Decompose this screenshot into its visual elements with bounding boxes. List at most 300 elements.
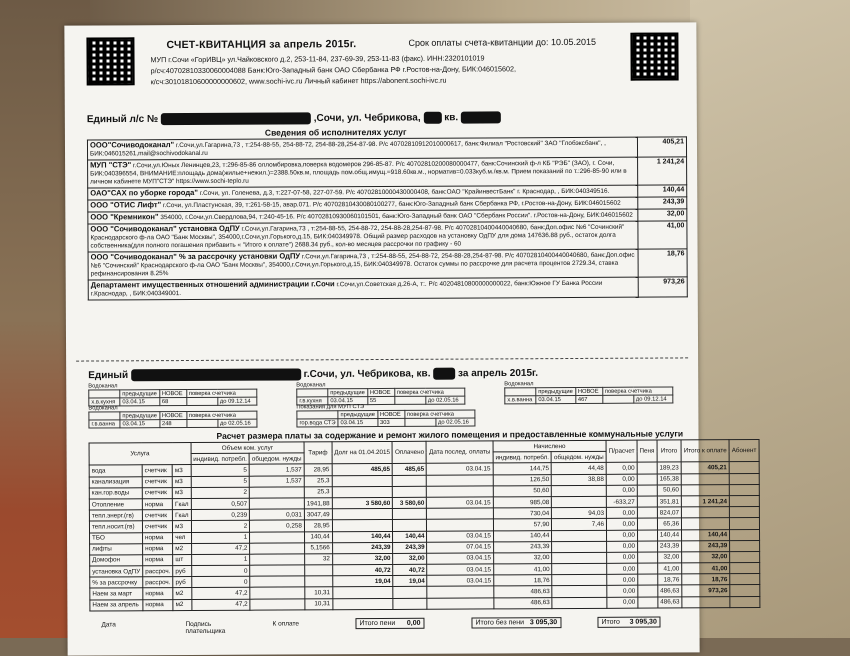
meter-header (297, 411, 338, 419)
calc-cell (305, 565, 333, 576)
meter-cell: г.в.ванна (89, 420, 120, 428)
calc-cell (638, 552, 658, 563)
col-to-pay: Итого к оплате (681, 440, 729, 463)
calc-cell (637, 485, 657, 496)
meter-cell: г.в.кухня (297, 397, 328, 405)
provider-details: г.Сочи,ул.Гагарина,73 , т:254-88-55, 254-88-72, 254-88-28,254-87-98. Р/с 40702810400440040680, банк:Доп.офис №6 "Сочинский" Краснодарского ф-ла ОАО "Банк Москвы", 354000,г.Сочи,ул.Горького,д.15, БИК:040349978. Остаток суммы по рассрочке для расчета процентов 2729.34, ставка рефинансирования 8.25% (90, 251, 635, 278)
provider-amount: 41,00 (638, 221, 687, 249)
provider-info (88, 277, 638, 300)
account-prefix: Единый л/с № (86, 113, 159, 126)
issuer-line: к/сч:30101810600000000602, www.sochi-ivc.ru Личный кабинет https://abonent.sochi-ivc.ru (150, 75, 447, 87)
calc-cell: 25,3 (304, 487, 332, 498)
calc-cell: 5 (191, 476, 250, 487)
account-address: ,Сочи, ул. Чебрикова, (313, 112, 421, 124)
calc-cell: 3047,49 (304, 509, 332, 520)
col-debt: Долг на 01.04.2015 (332, 441, 393, 464)
calc-cell: 3 580,60 (332, 497, 393, 509)
meter-header: предыдущие (536, 387, 576, 395)
calc-cell (552, 530, 607, 541)
meter-cell[interactable] (405, 418, 436, 426)
calc-cell: 140,44 (682, 529, 730, 540)
meter-header: поверка счетчика (404, 410, 474, 418)
provider-name: ООО "Сочиводоканал" % за рассрочку установки ОдПУ (90, 251, 301, 262)
calc-cell: 41,00 (682, 563, 730, 574)
calc-cell: 07.04.15 (427, 542, 493, 554)
calc-cell (682, 518, 730, 529)
calc-cell: 486,63 (658, 585, 682, 596)
meter-header: поверка счетчика (186, 411, 256, 419)
calc-cell: лифты (90, 543, 143, 554)
calc-cell (427, 519, 493, 531)
meter-box (296, 382, 465, 406)
provider-name: ООО "ОТИС Лифт" (90, 200, 162, 210)
calc-cell (427, 486, 493, 498)
subscriber-cell[interactable] (729, 495, 759, 506)
subscriber-cell[interactable] (730, 529, 760, 540)
calc-cell: 0,00 (606, 474, 637, 485)
meter-title: Водоканал (88, 383, 118, 390)
subscriber-cell[interactable] (730, 518, 760, 529)
receipt-title: СЧЕТ-КВИТАНЦИЯ за апрель 2015г. (166, 38, 357, 52)
provider-row (88, 277, 687, 300)
calc-table (89, 439, 761, 611)
meter-title: Водоканал (504, 381, 534, 388)
calc-cell (637, 530, 657, 541)
col-tariff: Тариф (304, 442, 332, 465)
provider-name: МУП "СТЭ" (90, 160, 132, 170)
provider-name: ООО "Сочиводоканал" установка ОдПУ (90, 223, 240, 234)
calc-cell: 485,65 (332, 464, 393, 476)
sign-label: Подпись плательщика (185, 620, 226, 636)
calc-cell (637, 507, 657, 518)
calc-cell: 03.04.15 (427, 497, 493, 509)
calc-cell: 18,76 (682, 574, 730, 585)
provider-row (88, 157, 687, 188)
calc-cell: 7,46 (552, 519, 607, 530)
calc-cell (637, 496, 657, 507)
calc-cell: вода (89, 465, 142, 476)
calc-cell (552, 597, 607, 608)
calc-cell (332, 486, 393, 498)
meter-header: НОВОЕ (159, 390, 186, 398)
meter-header (89, 390, 120, 398)
calc-title: Расчет размера платы за содержание и ремонт жилого помещения и предоставленные коммунальные услуги (216, 428, 684, 441)
subscriber-cell[interactable] (729, 484, 759, 495)
issuer-line: р/сч:40702810330060004088 Банк:Юго-Западный банк ОАО Сбербанка РФ г.Ростов-на-Дону, БИК:046015602, (150, 64, 517, 76)
calc-cell: 165,38 (657, 473, 681, 484)
apt-label: кв. (444, 112, 459, 124)
calc-cell (250, 576, 305, 587)
calc-cell: 32,00 (393, 553, 427, 564)
calc-cell (250, 487, 305, 498)
calc-cell: 47,2 (191, 588, 250, 599)
calc-cell: 0,031 (250, 509, 305, 520)
provider-amount: 18,76 (638, 249, 687, 277)
date-label: Дата (101, 621, 116, 629)
tear-line (76, 357, 688, 361)
calc-cell: норма (142, 499, 172, 510)
col-total: Итого (657, 440, 681, 463)
calc-cell: 243,39 (393, 542, 427, 553)
meter-box (296, 404, 475, 428)
calc-cell (552, 541, 607, 552)
subscriber-cell[interactable] (730, 596, 760, 607)
calc-cell: м2 (173, 588, 192, 599)
calc-cell: чел (173, 532, 192, 543)
col-charged: Начислено (493, 440, 606, 452)
calc-cell (552, 586, 607, 597)
redaction (433, 368, 455, 380)
meter-cell: гор.вода СТЭ (297, 419, 338, 427)
meter-header (297, 389, 328, 397)
provider-details: г.Сочи,ул.Гагарина,73 , т:254-88-55, 254-88-72, 254-88-28,254-87-98. Р/с 40702810400440040680, банк:Доп.офис №6 "Сочинский" Краснодарского ф-ла ОАО "Банк Москвы", 354000,г.Сочи,ул.Горького,д.15, БИК:040349978. Общий размер расходов на установку ОдПУ для дома 147636.88 руб., остаток долга собственника(для полного погашения прибавить « "Итого к оплате") 2688.34 руб., кол-во месяцев рассрочки по графику - 60 (90, 223, 625, 250)
calc-cell: 824,07 (657, 507, 681, 518)
calc-cell: Наем за апрель (90, 599, 143, 610)
calc-cell: счетчик (142, 521, 172, 532)
calc-cell (250, 531, 305, 542)
calc-cell: 973,26 (682, 585, 730, 596)
meter-box (88, 405, 257, 429)
provider-info (88, 157, 638, 188)
subscriber-cell[interactable] (730, 551, 760, 562)
provider-details: г.Сочи,ул.Юных Ленинцев,23, т:296-85-86 олломбировка,поверка водомеров 296-85-87. Р/с 40702810200080000477, банк:Сочинский ф-л КБ "РЭБ" (ЗАО), г. Сочи, БИК:040396554, ВНИМАНИЕ:площадь дома(жилые+нежил.)=2388.50кв.м, площадь пом.общ.имущ.=918.60кв.м., норматив=0.033куб.м./кв.м. Прием показаний по т.:296-85-90 или в личном кабинете МУП"СТЭ" https://www.sochi-teplo.ru (90, 159, 627, 186)
provider-info (88, 221, 638, 252)
calc-cell: 351,81 (657, 496, 681, 507)
calc-cell: установка ОдПУ (90, 566, 143, 577)
calc-cell (333, 598, 394, 610)
meter-cell: х.в.кухня (89, 398, 120, 406)
provider-amount: 405,21 (637, 137, 686, 157)
calc-cell (393, 587, 427, 598)
meter-cell: 467 (575, 395, 602, 403)
meter-header: поверка счетчика (394, 388, 464, 396)
calc-cell: 0,00 (606, 463, 637, 474)
calc-cell: 144,75 (493, 463, 552, 474)
meter-cell: 03.04.15 (536, 395, 576, 403)
calc-cell: 32 (305, 554, 333, 565)
subscriber-cell[interactable] (730, 507, 760, 518)
calc-cell: 03.04.15 (427, 575, 493, 587)
meter-header: предыдущие (120, 390, 160, 398)
calc-cell (427, 474, 493, 486)
calc-cell (637, 518, 657, 529)
calc-cell: 50,60 (493, 485, 552, 496)
calc-cell: 03.04.15 (427, 463, 493, 475)
calc-cell: 32,00 (493, 552, 552, 563)
calc-cell: 47,2 (192, 599, 251, 610)
calc-cell: 94,03 (552, 507, 607, 518)
meter-title: Водоканал (296, 382, 326, 389)
meter-header: НОВОЕ (377, 410, 404, 418)
calc-cell: 140,44 (393, 531, 427, 542)
col-recalc: П/расчет (606, 440, 637, 463)
subscriber-cell[interactable] (730, 585, 760, 596)
calc-cell: тепл.энерг.(гв) (89, 510, 142, 521)
account-line-2 (88, 367, 538, 381)
calc-cell: 0,00 (607, 541, 638, 552)
calc-cell: 2 (191, 487, 250, 498)
meter-title: Показания для МУП СТЭ (296, 404, 365, 411)
calc-cell: 0,00 (607, 574, 638, 585)
calc-cell: 18,76 (658, 574, 682, 585)
meter-cell: 03.04.15 (120, 420, 160, 428)
provider-amount: 1 241,24 (638, 157, 687, 185)
calc-cell: норма (143, 543, 173, 554)
no-penalty-total: Итого без пени 3 095,30 (471, 617, 561, 628)
calc-cell: м3 (172, 487, 191, 498)
calc-cell: норма (143, 599, 173, 610)
provider-amount: 243,39 (638, 197, 687, 209)
calc-cell: 140,44 (304, 531, 332, 542)
subscriber-cell[interactable] (730, 563, 760, 574)
calc-cell: 28,95 (304, 520, 332, 531)
calc-cell (250, 599, 305, 610)
meter-title: Водоканал (88, 405, 118, 412)
calc-cell: 1 (191, 532, 250, 543)
calc-cell: 1,537 (249, 464, 304, 475)
calc-cell: 485,65 (393, 464, 427, 475)
calc-cell: норма (143, 588, 173, 599)
calc-cell: 40,72 (332, 565, 393, 577)
redaction (131, 368, 301, 381)
calc-cell: 32,00 (332, 553, 393, 565)
calc-cell: м3 (173, 521, 192, 532)
meter-cell: 03.04.15 (338, 419, 378, 427)
calc-cell: 18,76 (494, 575, 553, 586)
qr-code-icon (86, 37, 134, 85)
calc-cell (250, 498, 305, 509)
calc-cell (393, 520, 427, 531)
calc-cell (332, 520, 393, 532)
calc-cell: 28,95 (304, 464, 332, 475)
calc-cell (427, 586, 493, 598)
calc-cell: 1941,88 (304, 498, 332, 509)
calc-cell: рассроч. (143, 577, 173, 588)
calc-cell: -633,27 (606, 496, 637, 507)
calc-cell (393, 486, 427, 497)
col-service: Услуга (89, 443, 191, 466)
calc-cell: 189,23 (657, 462, 681, 473)
calc-cell: Домофон (90, 555, 143, 566)
calc-cell: м2 (173, 543, 192, 554)
calc-cell (638, 574, 658, 585)
provider-details: г.Сочи,ул.Советская д.26-А, т:. Р/с 40204810800000000022, банк:Южное ГУ Банка России г.Краснодар, , БИК:040349001. (90, 279, 603, 298)
col-paid: Оплачено (392, 441, 426, 464)
calc-cell: 57,90 (493, 519, 552, 530)
col-volume: Объем ком. услуг (191, 442, 304, 454)
calc-cell: 140,44 (493, 530, 552, 541)
calc-cell (637, 541, 657, 552)
meter-cell: до 09.12.14 (217, 397, 256, 405)
meter-header: предыдущие (338, 411, 378, 419)
meter-header: НОВОЕ (159, 412, 186, 420)
calc-cell: 41,00 (658, 563, 682, 574)
calc-cell: 0 (191, 565, 250, 576)
calc-cell: шт (173, 554, 192, 565)
calc-cell: руб (173, 566, 192, 577)
calc-cell: Гкал (173, 498, 192, 509)
meter-cell[interactable] (186, 419, 217, 427)
calc-cell: % за рассрочку (90, 577, 143, 588)
account-prefix: Единый (88, 369, 129, 382)
meter-cell: до 02.05.16 (425, 396, 464, 404)
col-penalty: Пеня (637, 440, 657, 462)
provider-details: г.Сочи,ул.Гагарина,73 , т:254-88-55, 254-88-72, 254-88-28,254-87-98. Р/с 40702810912010000617, банк:Филиал "Ростовский" ЗАО "Глобэксбанк", , БИК:046015261,mail@sochivodokanal.ru (90, 139, 606, 158)
account-line (87, 111, 501, 125)
calc-cell: 126,50 (493, 474, 552, 485)
meter-box (88, 383, 257, 407)
providers-title: Сведения об исполнителях услуг (264, 126, 407, 138)
calc-cell: 38,88 (552, 474, 607, 485)
provider-name: ООО "Кремникон" (90, 212, 159, 222)
meter-header: поверка счетчика (602, 387, 672, 395)
meter-cell: 03.04.15 (120, 398, 160, 406)
calc-cell: 25,3 (304, 475, 332, 486)
calc-cell (250, 554, 305, 565)
calc-cell: 0 (191, 576, 250, 587)
redaction (161, 112, 311, 125)
meter-cell: 68 (159, 398, 186, 406)
penalty-total: Итого пени 0,00 (355, 618, 424, 629)
calc-cell: рассроч. (143, 566, 173, 577)
pay-label: К оплате (272, 620, 300, 628)
due-date: Срок оплаты счета-квитанции до: 10.05.2015 (408, 36, 597, 48)
calc-cell: 985,08 (493, 497, 552, 508)
provider-row (88, 221, 687, 252)
calc-cell: 1,537 (249, 475, 304, 486)
calc-cell: 03.04.15 (427, 564, 493, 576)
calc-cell: 3 580,60 (393, 497, 427, 508)
calc-cell (250, 543, 305, 554)
provider-name: ОАО"САХ по уборке города" (90, 187, 199, 198)
col-common: общедом. нужды (249, 453, 304, 464)
meter-cell: 55 (367, 396, 394, 404)
calc-cell (681, 484, 729, 495)
issuer-line: МУП г.Сочи «ГорИВЦ» ул.Чайковского д.2, 253-11-84, 237-69-39, 253-11-83 (факс). ИНН:2320101019 (150, 53, 485, 65)
calc-cell: 0,00 (607, 597, 638, 608)
calc-cell: м3 (172, 476, 191, 487)
calc-cell: 0,00 (607, 518, 638, 529)
provider-amount: 140,44 (638, 185, 687, 197)
calc-cell (637, 474, 657, 485)
calc-cell: 0,00 (606, 507, 637, 518)
provider-details: 354000, г.Сочи,ул.Свердлова,94, т:240-45-16. Р/с 40702810930060101501, банк:Юго-Западный банк ОАО "Сбербанк России". г.Ростов-на-Дону, БИК:046015602 (160, 211, 633, 222)
calc-cell: 50,60 (657, 485, 681, 496)
calc-cell: тепл.носит.(гв) (89, 521, 142, 532)
provider-info (88, 249, 638, 280)
calc-cell: Отопление (89, 499, 142, 510)
calc-cell (552, 485, 607, 496)
calc-cell: 730,04 (493, 508, 552, 519)
calc-cell (427, 508, 493, 520)
meter-cell: 303 (378, 418, 405, 426)
calc-cell (552, 496, 607, 507)
calc-cell (250, 565, 305, 576)
meter-header: поверка счетчика (186, 389, 256, 397)
calc-cell (638, 585, 658, 596)
calc-cell: 65,36 (657, 518, 681, 529)
meter-cell: до 02.05.16 (436, 418, 475, 426)
calc-cell (638, 563, 658, 574)
calc-cell: 0,239 (191, 509, 250, 520)
meter-header (89, 412, 120, 420)
providers-table (87, 136, 688, 300)
calc-cell (552, 563, 607, 574)
subscriber-cell[interactable] (730, 574, 760, 585)
calc-cell: 0,00 (607, 530, 638, 541)
calc-cell: 2 (191, 521, 250, 532)
calc-cell: счетчик (142, 476, 172, 487)
calc-cell (333, 587, 394, 599)
meter-header: НОВОЕ (575, 387, 602, 395)
calc-cell (681, 473, 729, 484)
calc-cell: 0,258 (250, 520, 305, 531)
calc-cell (250, 587, 305, 598)
calc-cell: 486,63 (658, 597, 682, 608)
calc-cell: 1 (191, 554, 250, 565)
meter-header: НОВОЕ (367, 388, 394, 396)
subscriber-cell[interactable] (729, 473, 759, 484)
calc-cell: 0,00 (606, 485, 637, 496)
calc-cell: счетчик (142, 487, 172, 498)
calc-cell: 140,44 (332, 531, 393, 543)
qr-code-icon (630, 32, 678, 80)
col-charged-indiv: индивид. потребл. (493, 452, 552, 463)
calc-cell: Гкал (173, 510, 192, 521)
calc-cell: 32,00 (657, 552, 681, 563)
meter-cell[interactable] (602, 395, 633, 403)
subscriber-cell[interactable] (730, 540, 760, 551)
calc-cell (637, 462, 657, 473)
calc-cell: норма (142, 532, 172, 543)
meter-header (505, 388, 536, 396)
calc-cell: 03.04.15 (427, 530, 493, 542)
redaction (461, 111, 501, 123)
calc-cell: кан.гор.воды (89, 488, 142, 499)
account-address: г.Сочи, ул. Чебрикова, (303, 368, 414, 381)
calc-cell: 140,44 (657, 529, 681, 540)
calc-cell (638, 597, 658, 608)
subscriber-cell[interactable] (729, 462, 759, 473)
calc-cell: 243,39 (657, 541, 681, 552)
calc-cell: 5,1566 (305, 542, 333, 553)
calc-cell: 40,72 (393, 564, 427, 575)
col-subscriber: Абонент (729, 440, 759, 463)
calc-cell: 243,39 (682, 540, 730, 551)
calc-cell: 5 (191, 465, 250, 476)
grand-total: Итого 3 095,30 (597, 617, 660, 628)
calc-cell (393, 475, 427, 486)
provider-amount: 32,00 (638, 209, 687, 221)
calc-cell: Наем за март (90, 588, 143, 599)
calc-cell: счетчик (142, 510, 172, 521)
calc-cell: м2 (173, 599, 192, 610)
provider-details: г.Сочи, ул. Голенева, д.3, т:227-07-58, 227-07-59. Р/с 40702810000430000408, банк:ОАО "КрайинвестБанк" г. Краснодар, , БИК:040349516. (199, 187, 610, 197)
calc-cell: 0,00 (607, 552, 638, 563)
calc-cell: руб (173, 577, 192, 588)
calc-cell (305, 576, 333, 587)
calc-cell: 0,507 (191, 498, 250, 509)
calc-cell: норма (143, 554, 173, 565)
calc-cell: 41,00 (493, 564, 552, 575)
calc-cell: 486,63 (494, 597, 553, 608)
calc-cell: 32,00 (682, 552, 730, 563)
calc-cell: м3 (172, 465, 191, 476)
calc-cell: счетчик (142, 465, 172, 476)
calc-cell: 0,00 (607, 563, 638, 574)
redaction (423, 112, 441, 124)
meter-cell: 03.04.15 (328, 397, 368, 405)
